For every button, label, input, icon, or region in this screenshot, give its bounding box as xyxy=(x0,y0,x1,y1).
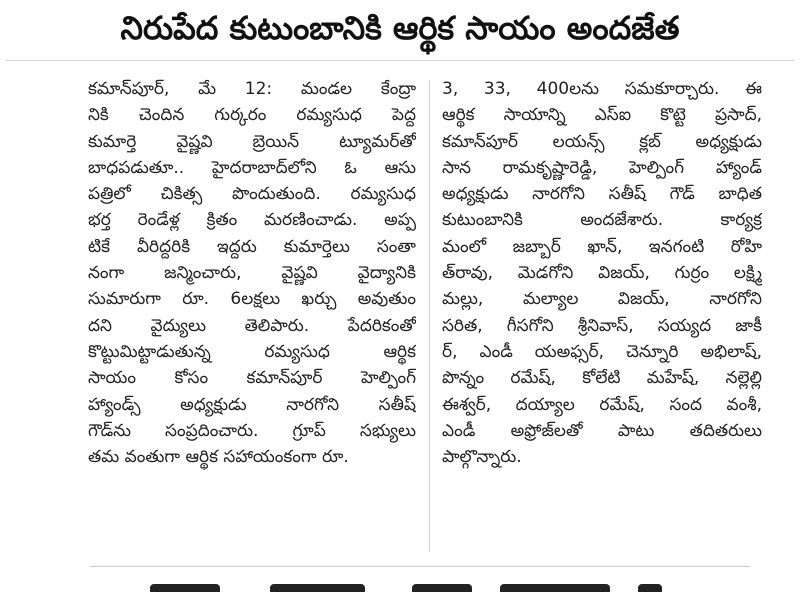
article-line: పాల్గొన్నారు. xyxy=(442,447,522,468)
article-line: 3, 33, 400లను సమకూర్చారు. ఈ xyxy=(442,79,762,99)
article-line: మల్లు, మల్యాల విజయ్, నారగోని xyxy=(442,289,762,310)
article-line: దని వైద్యులు తెలిపారు. పేదరికంతో xyxy=(88,315,416,336)
article-line: సరిత, గీసగోని శ్రీనివాస్, సయ్యద జాకీ xyxy=(442,315,762,336)
article-line: అధ్యక్షుడు నారగోని సతీష్ గౌడ్ బాధిత xyxy=(442,184,762,205)
article-line: కమాన్‌పూర్, మే 12: మండల కేంద్రా xyxy=(88,79,416,99)
article-line: భర్త రెండేళ్ల క్రితం మరణించాడు. అప్ప xyxy=(88,210,416,231)
bottom-divider xyxy=(90,566,750,567)
article-line: సాయం కోసం కమాన్‌పూర్ హెల్పింగ్ xyxy=(88,368,416,389)
article-column-left xyxy=(88,76,416,470)
article-line: సాన రామకృష్ణారెడ్డి, హెల్పింగ్ హ్యాండ్ xyxy=(442,157,762,178)
article-line: బాధపడుతూ.. హైదరాబాద్‌లోని ఓ ఆసు xyxy=(88,157,416,178)
article-line: పొన్నం రమేష్, కోలేటి మహేష్, నల్లెల్లి xyxy=(442,368,762,389)
article-line: ఎండీ అఫ్రోజ్‌లతో పాటు తదితరులు xyxy=(442,420,762,441)
article-line: త్‌రావు, మెడగోని విజయ్, గుర్రం లక్ష్మి xyxy=(442,263,762,284)
article-line: ఈశ్వర్, దయ్యాల రమేష్, సంద వంశీ, xyxy=(442,394,762,415)
article-line: మంలో జబ్బార్ ఖాన్, ఇనగంటి రోహి xyxy=(442,236,762,257)
article-line: ర్, ఎండీ యఅఫ్సర్, చెన్నూరి అభిలాష్, xyxy=(442,341,762,362)
article-line: ఆర్థిక సాయాన్ని ఎస్ఐ కొట్టె ప్రసాద్, xyxy=(442,105,762,126)
next-article-headline-cropped xyxy=(150,580,670,592)
article-headline: నిరుపేద కుటుంబానికి ఆర్థిక సాయం అందజేత xyxy=(120,9,680,47)
top-divider xyxy=(6,60,794,61)
article-line: హ్యాండ్స్ అధ్యక్షుడు నారగోని సతీష్ xyxy=(88,394,416,415)
column-divider xyxy=(429,80,430,552)
article-line: పత్రిలో చికిత్స పొందుతుంది. రమ్యసుధ xyxy=(88,184,416,205)
article-column-right xyxy=(442,76,762,470)
article-line: తమ వంతుగా ఆర్థిక సహాయంకంగా రూ. xyxy=(88,447,349,468)
article-line: గౌడ్‌ను సంప్రదించారు. గ్రూప్ సభ్యులు xyxy=(88,420,416,441)
article-line: కమాన్‌పూర్ లయన్స్ క్లబ్ అధ్యక్షుడు xyxy=(442,131,762,152)
article-line: సుమారుగా రూ. 6లక్షలు ఖర్చు అవుతుం xyxy=(88,289,416,310)
article-line: కుమార్తె వైష్ణవి బ్రెయిన్ ట్యూమర్‌తో xyxy=(88,131,416,152)
article-line: కుటుంబానికి అందజేశారు. కార్యక్ర xyxy=(442,210,762,231)
article-line: నికి చెందిన గుర్కరం రమ్యసుధ పెద్ద xyxy=(88,105,416,126)
article-line: టికే వీరిద్దరికి ఇద్దరు కుమార్తెలు సంతా xyxy=(88,236,416,257)
article-line: కొట్టుమిట్టాడుతున్న రమ్యసుధ ఆర్థిక xyxy=(88,341,416,362)
article-line: నంగా జన్మించారు, వైష్ణవి వైద్యానికి xyxy=(88,263,416,284)
